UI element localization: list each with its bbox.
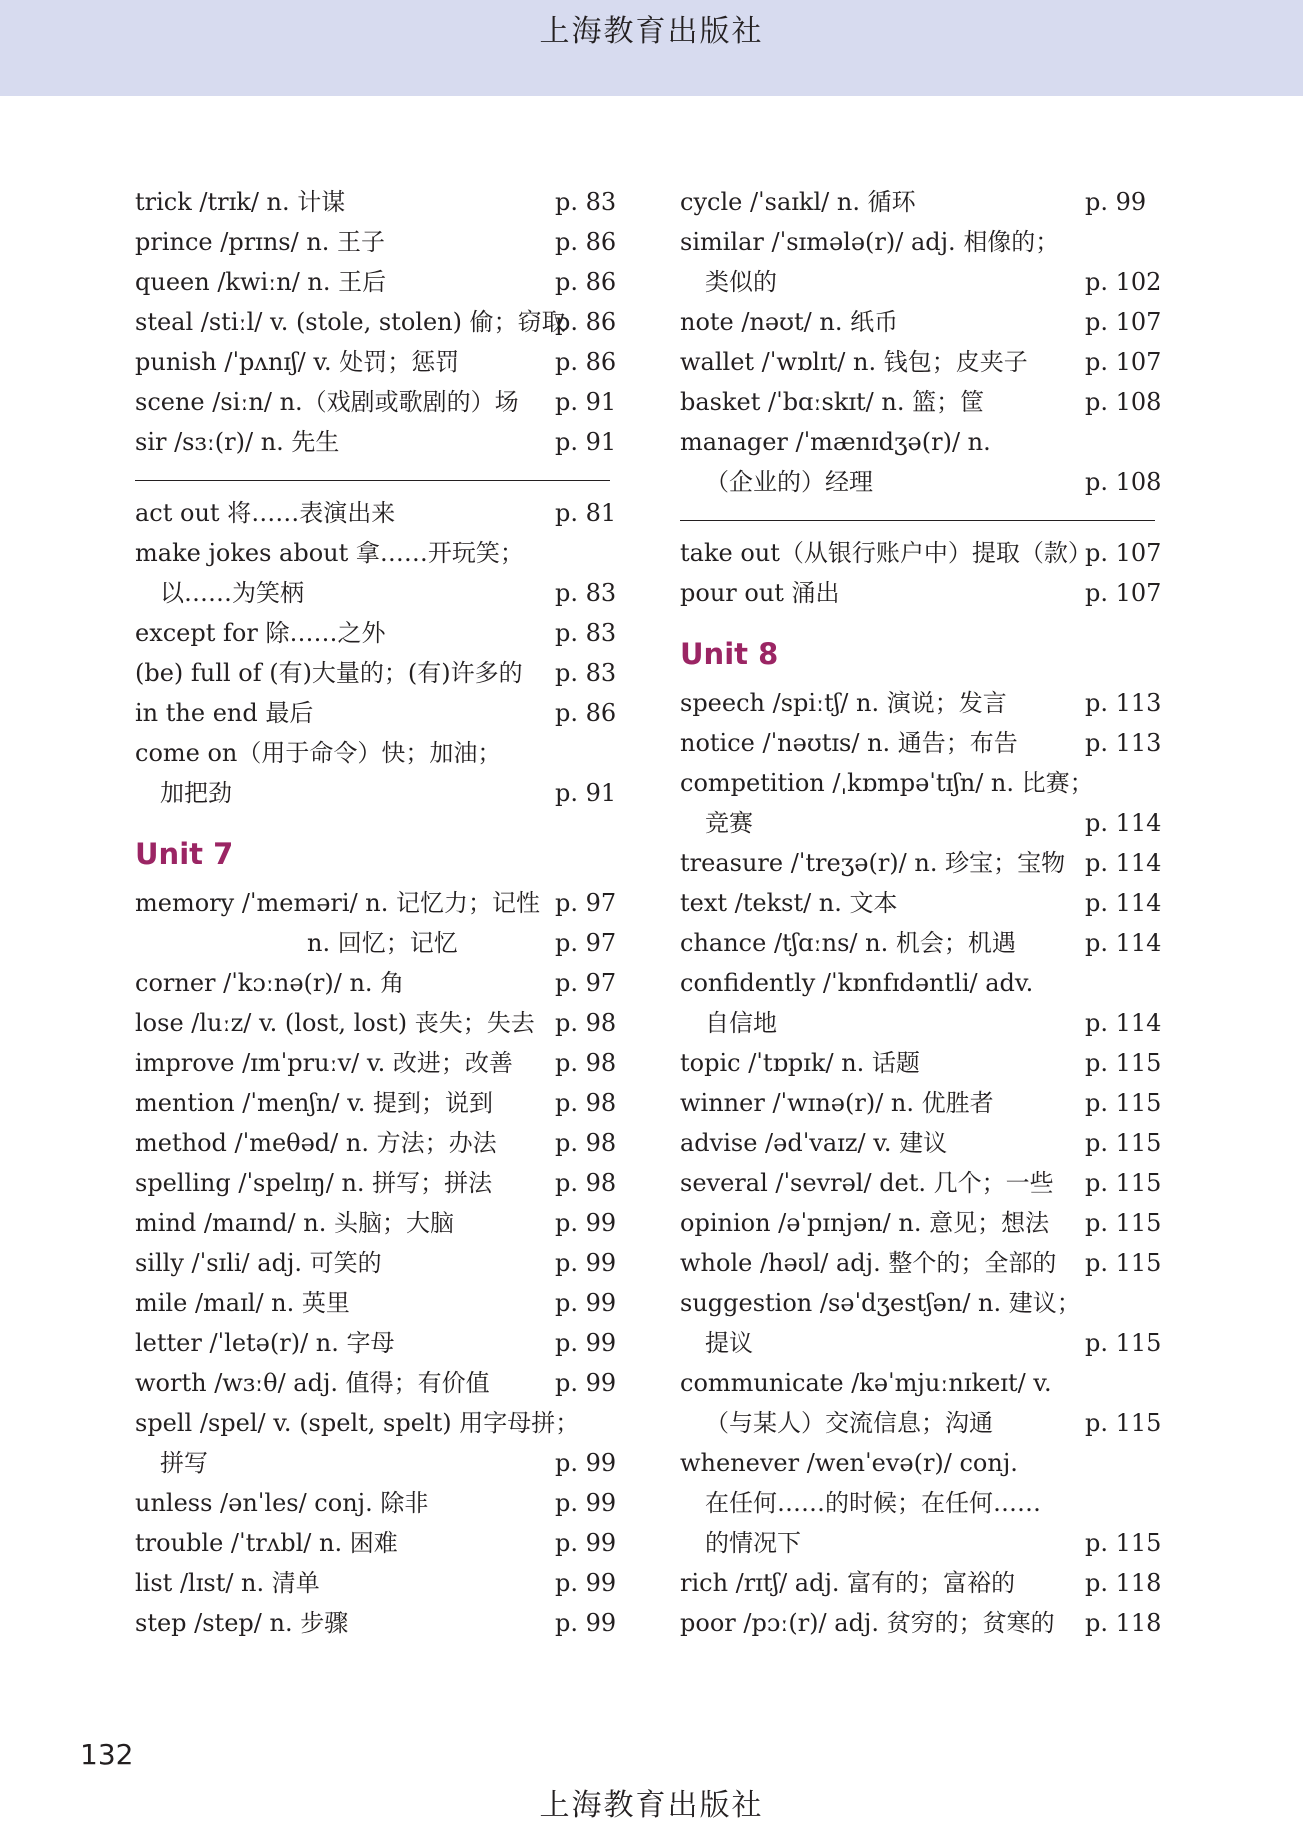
phrase-list [135,493,617,813]
entry-term: 以……为笑柄 [160,579,304,607]
entry-page-ref: p. 86 [555,348,617,376]
entry-term: mention /ˈmenʃn/ v. 提到；说到 [135,1089,494,1117]
vocab-entry [135,1443,617,1483]
vocab-entry [680,1523,1162,1563]
vocab-entry [680,462,1162,502]
entry-term: method /ˈmeθəd/ n. 方法；办法 [135,1129,497,1157]
section-divider [680,520,1155,521]
entry-page-ref: p. 99 [555,1489,617,1517]
vocab-entry [135,1163,617,1203]
phrase-list [680,533,1162,613]
entry-page-ref: p. 98 [555,1049,617,1077]
entry-page-ref: p. 115 [1085,1169,1162,1197]
vocab-entry [680,1043,1162,1083]
entry-term: cycle /ˈsaɪkl/ n. 循环 [680,188,916,216]
entry-page-ref: p. 115 [1085,1209,1162,1237]
vocab-entry [135,1003,617,1043]
entry-term: queen /kwiːn/ n. 王后 [135,268,387,296]
entry-term: 竞赛 [705,809,753,837]
vocab-entry [135,693,617,733]
entry-term: mind /maɪnd/ n. 头脑；大脑 [135,1209,454,1237]
entry-term: make jokes about 拿……开玩笑； [135,539,524,567]
vocab-entry [680,683,1162,723]
entry-page-ref: p. 99 [1085,188,1147,216]
vocab-entry [680,1403,1162,1443]
entry-term: n. 回忆；记忆 [307,929,458,957]
vocab-entry [135,1563,617,1603]
entry-term: 在任何……的时候；在任何…… [705,1489,1041,1517]
entry-term: sir /sɜː(r)/ n. 先生 [135,428,340,456]
entry-page-ref: p. 118 [1085,1569,1162,1597]
vocab-entry [135,302,617,342]
entry-term: manager /ˈmænɪdʒə(r)/ n. [680,428,991,456]
vocab-entry [135,733,610,773]
vocab-entry [680,1083,1162,1123]
vocab-entry [135,493,617,533]
entry-term: trouble /ˈtrʌbl/ n. 困难 [135,1529,398,1557]
entry-page-ref: p. 91 [555,428,617,456]
entry-term: advise /ədˈvaɪz/ v. 建议 [680,1129,948,1157]
header-publisher: 上海教育出版社 [539,14,764,49]
entry-term: poor /pɔː(r)/ adj. 贫穷的；贫寒的 [680,1609,1055,1637]
entry-term: pour out 涌出 [680,579,840,607]
page-number: 132 [80,1738,134,1771]
entry-page-ref: p. 114 [1085,849,1162,877]
entry-page-ref: p. 114 [1085,929,1162,957]
vocab-entry [680,1323,1162,1363]
entry-page-ref: p. 108 [1085,388,1162,416]
vocab-entry [680,342,1162,382]
vocab-entry [680,1163,1162,1203]
vocab-entry [680,1243,1162,1283]
entry-term: step /step/ n. 步骤 [135,1609,349,1637]
entry-term: silly /ˈsɪli/ adj. 可笑的 [135,1249,382,1277]
vocab-entry [680,763,1155,803]
vocab-entry [135,1483,617,1523]
entry-page-ref: p. 115 [1085,1529,1162,1557]
vocab-entry [135,1603,617,1643]
entry-page-ref: p. 107 [1085,579,1162,607]
entry-term: text /tekst/ n. 文本 [680,889,898,917]
entry-page-ref: p. 108 [1085,468,1162,496]
entry-term: whenever /wenˈevə(r)/ conj. [680,1449,1018,1477]
vocab-entry [135,1403,610,1443]
vocab-entry [680,1483,1155,1523]
entry-term: treasure /ˈtreʒə(r)/ n. 珍宝；宝物 [680,849,1066,877]
entry-term: notice /ˈnəʊtɪs/ n. 通告；布告 [680,729,1018,757]
entry-term: basket /ˈbɑːskɪt/ n. 篮；筐 [680,388,985,416]
entry-page-ref: p. 107 [1085,308,1162,336]
entry-page-ref: p. 91 [555,779,617,807]
entry-term: similar /ˈsɪmələ(r)/ adj. 相像的； [680,228,1060,256]
entry-term: (be) full of (有)大量的；(有)许多的 [135,659,523,687]
vocab-entry [135,1203,617,1243]
entry-page-ref: p. 113 [1085,729,1162,757]
vocab-entry [680,1443,1155,1483]
entry-term: memory /ˈmeməri/ n. 记忆力；记性 [135,889,541,917]
entry-page-ref: p. 99 [555,1289,617,1317]
entry-page-ref: p. 114 [1085,889,1162,917]
entry-term: in the end 最后 [135,699,314,727]
entry-term: corner /ˈkɔːnə(r)/ n. 角 [135,969,405,997]
entry-page-ref: p. 81 [555,499,617,527]
vocab-entry [680,1363,1155,1403]
entry-page-ref: p. 86 [555,308,617,336]
entry-term: lose /luːz/ v. (lost, lost) 丧失；失去 [135,1009,535,1037]
entry-page-ref: p. 99 [555,1529,617,1557]
unit-7-vocab-list [135,883,617,1643]
entry-term: trick /trɪk/ n. 计谋 [135,188,346,216]
entry-term: confidently /ˈkɒnfɪdəntli/ adv. [680,969,1034,997]
left-column [135,182,617,1643]
vocab-entry [680,302,1162,342]
vocab-entry [680,1603,1162,1643]
vocab-entry [680,803,1162,843]
vocab-entry [135,382,617,422]
entry-page-ref: p. 99 [555,1449,617,1477]
entry-term: except for 除……之外 [135,619,386,647]
entry-term: 拼写 [160,1449,208,1477]
entry-page-ref: p. 83 [555,188,617,216]
entry-term: punish /ˈpʌnɪʃ/ v. 处罚；惩罚 [135,348,460,376]
vocab-entry [135,422,617,462]
entry-term: come on（用于命令）快；加油； [135,739,502,767]
entry-page-ref: p. 83 [555,579,617,607]
entry-page-ref: p. 118 [1085,1609,1162,1637]
vocab-entry [680,923,1162,963]
vocab-entry [680,182,1155,222]
entry-page-ref: p. 99 [555,1209,617,1237]
vocab-entry [680,843,1162,883]
vocab-entry [135,773,617,813]
entry-page-ref: p. 86 [555,268,617,296]
vocab-list-a [135,182,617,462]
entry-term: whole /həʊl/ adj. 整个的；全部的 [680,1249,1057,1277]
entry-term: competition /ˌkɒmpəˈtɪʃn/ n. 比赛； [680,769,1094,797]
vocab-entry [135,923,617,963]
vocab-entry [680,422,1155,462]
entry-term: unless /ənˈles/ conj. 除非 [135,1489,429,1517]
entry-term: 提议 [705,1329,753,1357]
entry-page-ref: p. 115 [1085,1049,1162,1077]
entry-term: several /ˈsevrəl/ det. 几个；一些 [680,1169,1054,1197]
entry-page-ref: p. 99 [555,1329,617,1357]
entry-term: winner /ˈwɪnə(r)/ n. 优胜者 [680,1089,994,1117]
entry-term: take out（从银行账户中）提取（款） [680,539,1092,567]
entry-page-ref: p. 115 [1085,1089,1162,1117]
entry-term: mile /maɪl/ n. 英里 [135,1289,350,1317]
vocab-entry [135,342,617,382]
entry-page-ref: p. 115 [1085,1409,1162,1437]
entry-page-ref: p. 83 [555,619,617,647]
vocab-entry [135,222,617,262]
vocab-entry [680,1003,1162,1043]
vocab-entry [135,613,617,653]
header-banner [0,0,1303,96]
vocab-entry [135,262,617,302]
entry-page-ref: p. 99 [555,1569,617,1597]
entry-term: improve /ɪmˈpruːv/ v. 改进；改善 [135,1049,513,1077]
entry-page-ref: p. 99 [555,1369,617,1397]
vocab-entry [680,963,1155,1003]
entry-page-ref: p. 113 [1085,689,1162,717]
entry-term: letter /ˈletə(r)/ n. 字母 [135,1329,395,1357]
entry-page-ref: p. 99 [555,1609,617,1637]
entry-term: spelling /ˈspelɪŋ/ n. 拼写；拼法 [135,1169,493,1197]
entry-term: list /lɪst/ n. 清单 [135,1569,320,1597]
vocab-entry [135,1363,617,1403]
right-column [680,182,1162,1643]
entry-term: communicate /kəˈmjuːnɪkeɪt/ v. [680,1369,1052,1397]
entry-page-ref: p. 115 [1085,1329,1162,1357]
footer-publisher: 上海教育出版社 [539,1788,764,1823]
entry-term: suggestion /səˈdʒestʃən/ n. 建议； [680,1289,1081,1317]
entry-term: 自信地 [705,1009,777,1037]
entry-term: worth /wɜːθ/ adj. 值得；有价值 [135,1369,490,1397]
entry-term: topic /ˈtɒpɪk/ n. 话题 [680,1049,920,1077]
entry-page-ref: p. 107 [1085,539,1162,567]
unit-7-heading: Unit 7 [135,837,234,871]
vocab-entry [680,723,1162,763]
entry-page-ref: p. 83 [555,659,617,687]
entry-term: 加把劲 [160,779,232,807]
entry-page-ref: p. 86 [555,228,617,256]
vocab-entry [135,573,617,613]
entry-term: opinion /əˈpɪnjən/ n. 意见；想法 [680,1209,1050,1237]
section-divider [135,480,610,481]
vocab-list-a [680,182,1162,502]
entry-page-ref: p. 98 [555,1089,617,1117]
vocab-entry [680,382,1162,422]
vocab-entry [135,182,617,222]
vocab-entry [135,1243,617,1283]
entry-page-ref: p. 115 [1085,1129,1162,1157]
entry-page-ref: p. 107 [1085,348,1162,376]
vocab-entry [680,1123,1162,1163]
entry-page-ref: p. 97 [555,969,617,997]
vocab-entry [680,262,1162,302]
vocab-entry [135,1043,617,1083]
entry-term: chance /tʃɑːns/ n. 机会；机遇 [680,929,1016,957]
entry-term: steal /stiːl/ v. (stole, stolen) 偷；窃取 [135,308,566,336]
entry-page-ref: p. 115 [1085,1249,1162,1277]
entry-page-ref: p. 97 [555,929,617,957]
entry-term: speech /spiːtʃ/ n. 演说；发言 [680,689,1007,717]
entry-page-ref: p. 114 [1085,809,1162,837]
vocab-entry [680,573,1162,613]
unit-8-heading: Unit 8 [680,637,779,671]
entry-page-ref: p. 98 [555,1169,617,1197]
vocab-entry [135,1083,617,1123]
entry-term: wallet /ˈwɒlɪt/ n. 钱包；皮夹子 [680,348,1028,376]
vocab-entry [135,1523,617,1563]
entry-page-ref: p. 91 [555,388,617,416]
vocab-entry [680,1203,1162,1243]
entry-page-ref: p. 98 [555,1129,617,1157]
vocab-entry [135,1123,617,1163]
entry-term: （企业的）经理 [705,468,873,496]
entry-term: prince /prɪns/ n. 王子 [135,228,386,256]
vocab-entry [135,1283,617,1323]
entry-term: spell /spel/ v. (spelt, spelt) 用字母拼； [135,1409,580,1437]
entry-term: 类似的 [705,268,777,296]
vocab-entry [680,1283,1155,1323]
vocab-entry [135,883,617,923]
vocab-entry [680,1563,1162,1603]
vocab-entry [135,1323,617,1363]
vocab-entry [135,533,610,573]
vocab-entry [680,883,1162,923]
entry-page-ref: p. 102 [1085,268,1162,296]
entry-page-ref: p. 86 [555,699,617,727]
entry-term: scene /siːn/ n.（戏剧或歌剧的）场 [135,388,519,416]
vocab-entry [135,653,617,693]
entry-page-ref: p. 114 [1085,1009,1162,1037]
entry-page-ref: p. 97 [555,889,617,917]
entry-term: rich /rɪtʃ/ adj. 富有的；富裕的 [680,1569,1016,1597]
vocab-entry [680,533,1162,573]
entry-page-ref: p. 98 [555,1009,617,1037]
vocab-entry [680,222,1155,262]
unit-8-vocab-list [680,683,1162,1643]
entry-term: act out 将……表演出来 [135,499,396,527]
entry-term: （与某人）交流信息；沟通 [705,1409,993,1437]
entry-page-ref: p. 99 [555,1249,617,1277]
vocab-entry [135,963,617,1003]
entry-term: 的情况下 [705,1529,801,1557]
entry-term: note /nəʊt/ n. 纸币 [680,308,899,336]
